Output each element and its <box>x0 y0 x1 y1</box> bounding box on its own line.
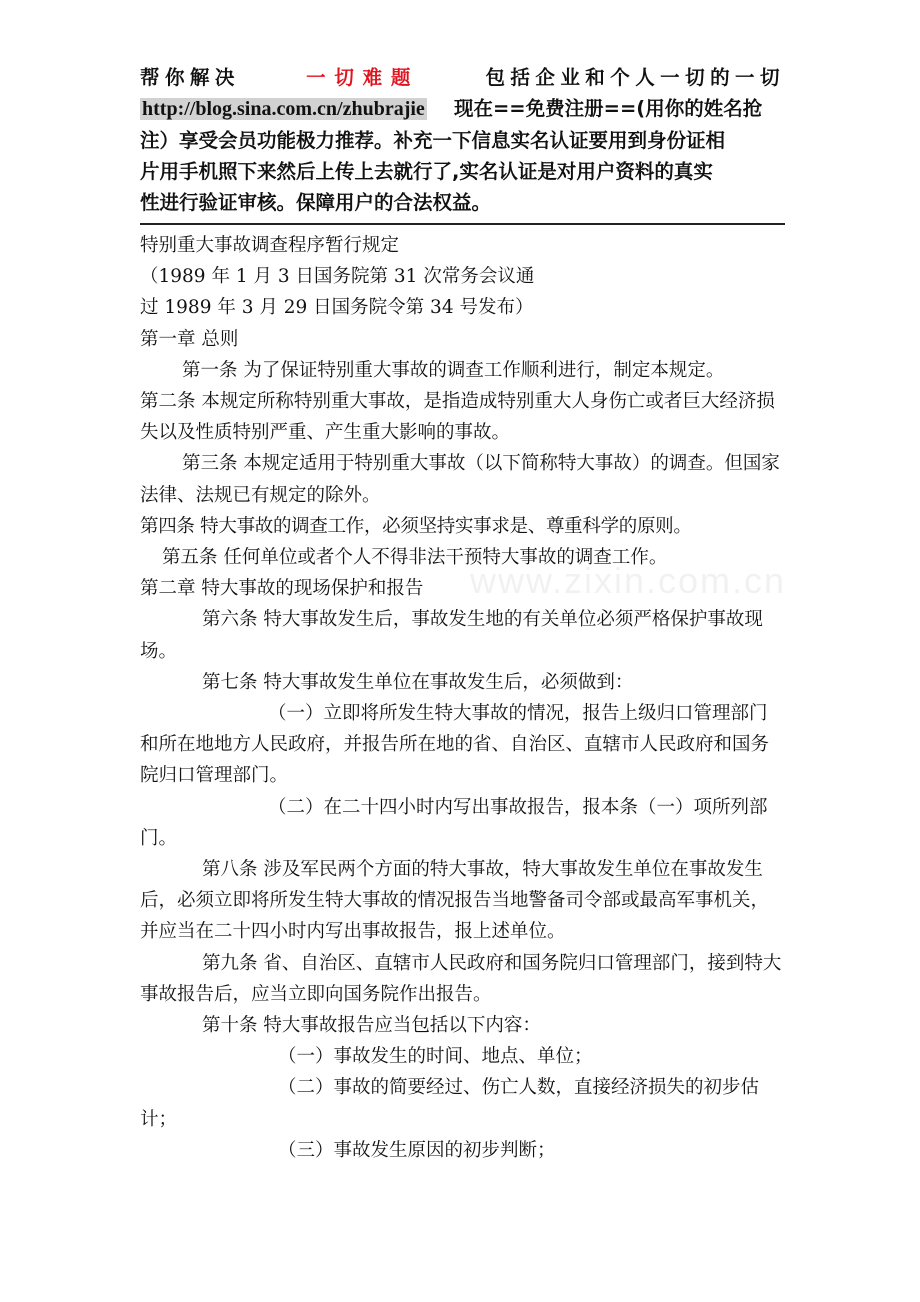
article-6: 第六条 特大事故发生后，事故发生地的有关单位必须严格保护事故现场。 <box>140 609 763 662</box>
watermark: www.zixin.com.cn <box>470 560 787 601</box>
promo-line-1 <box>140 62 785 93</box>
chapter-1-heading: 第一章 总则 <box>140 328 239 350</box>
article-10: 第十条 特大事故报告应当包括以下内容： <box>202 1015 541 1037</box>
article-5: 第五条 任何单位或者个人不得非法干预特大事故的调查工作。 <box>162 547 668 569</box>
chapter-2-heading: 第二章 特大事故的现场保护和报告 <box>140 578 424 600</box>
doc-subtitle-1: （1989 年 1 月 3 日国务院第 31 次常务会议通 <box>140 266 535 288</box>
promo-text: 帮你解决 <box>140 66 240 89</box>
article-1: 第一条 为了保证特别重大事故的调查工作顺利进行，制定本规定。 <box>182 359 725 381</box>
promo-text-3: 现在==免费注册==(用你的姓名抢 <box>453 97 763 120</box>
article-2: 第二条 本规定所称特别重大事故，是指造成特别重大人身伤亡或者巨大经济损失以及性质特别严重、产生重大影响的事故。 <box>140 391 775 444</box>
divider <box>140 223 785 225</box>
article-9: 第九条 省、自治区、直辖市人民政府和国务院归口管理部门，接到特大事故报告后，应当立即向国务院作出报告。 <box>140 952 782 1005</box>
doc-title: 特别重大事故调查程序暂行规定 <box>140 235 400 256</box>
promo-header <box>140 62 785 218</box>
document-body <box>140 230 785 1166</box>
promo-highlight: 一切难题 <box>306 66 420 89</box>
article-4: 第四条 特大事故的调查工作，必须坚持实事求是、尊重科学的原则。 <box>140 515 692 537</box>
article-10-item-2: （二）事故的简要经过、伤亡人数，直接经济损失的初步估计； <box>140 1077 760 1130</box>
promo-line-3: 注）享受会员功能极力推荐。补充一下信息实名认证要用到身份证相 <box>140 129 726 152</box>
promo-line-5: 性进行验证审核。保障用户的合法权益。 <box>140 191 492 214</box>
promo-line-4: 片用手机照下来然后上传上去就行了,实名认证是对用户资料的真实 <box>140 160 713 183</box>
article-10-item-3: （三）事故发生原因的初步判断； <box>278 1139 556 1161</box>
promo-text-2: 包括企业和个人一切的一切 <box>485 66 785 89</box>
article-10-item-1: （一）事故发生的时间、地点、单位； <box>278 1046 593 1068</box>
promo-line-2 <box>140 93 785 125</box>
blog-link[interactable]: http://blog.sina.com.cn/zhubrajie <box>142 98 425 120</box>
article-7-item-1: （一）立即将所发生特大事故的情况，报告上级归口管理部门和所在地地方人民政府，并报告所在地的省、自治区、直辖市人民政府和国务院归口管理部门。 <box>140 703 770 787</box>
article-8: 第八条 涉及军民两个方面的特大事故，特大事故发生单位在事故发生后，必须立即将所发生特大事故的情况报告当地警备司令部或最高军事机关，并应当在二十四小时内写出事故报告，报上述单位。 <box>140 859 770 943</box>
article-3: 第三条 本规定适用于特别重大事故（以下简称特大事故）的调查。但国家法律、法规已有规定的除外。 <box>140 453 780 506</box>
article-7-item-2: （二）在二十四小时内写出事故报告，报本条（一）项所列部门。 <box>140 796 768 849</box>
doc-subtitle-2: 过 1989 年 3 月 29 日国务院令第 34 号发布） <box>140 297 534 319</box>
article-7: 第七条 特大事故发生单位在事故发生后，必须做到： <box>202 671 634 693</box>
